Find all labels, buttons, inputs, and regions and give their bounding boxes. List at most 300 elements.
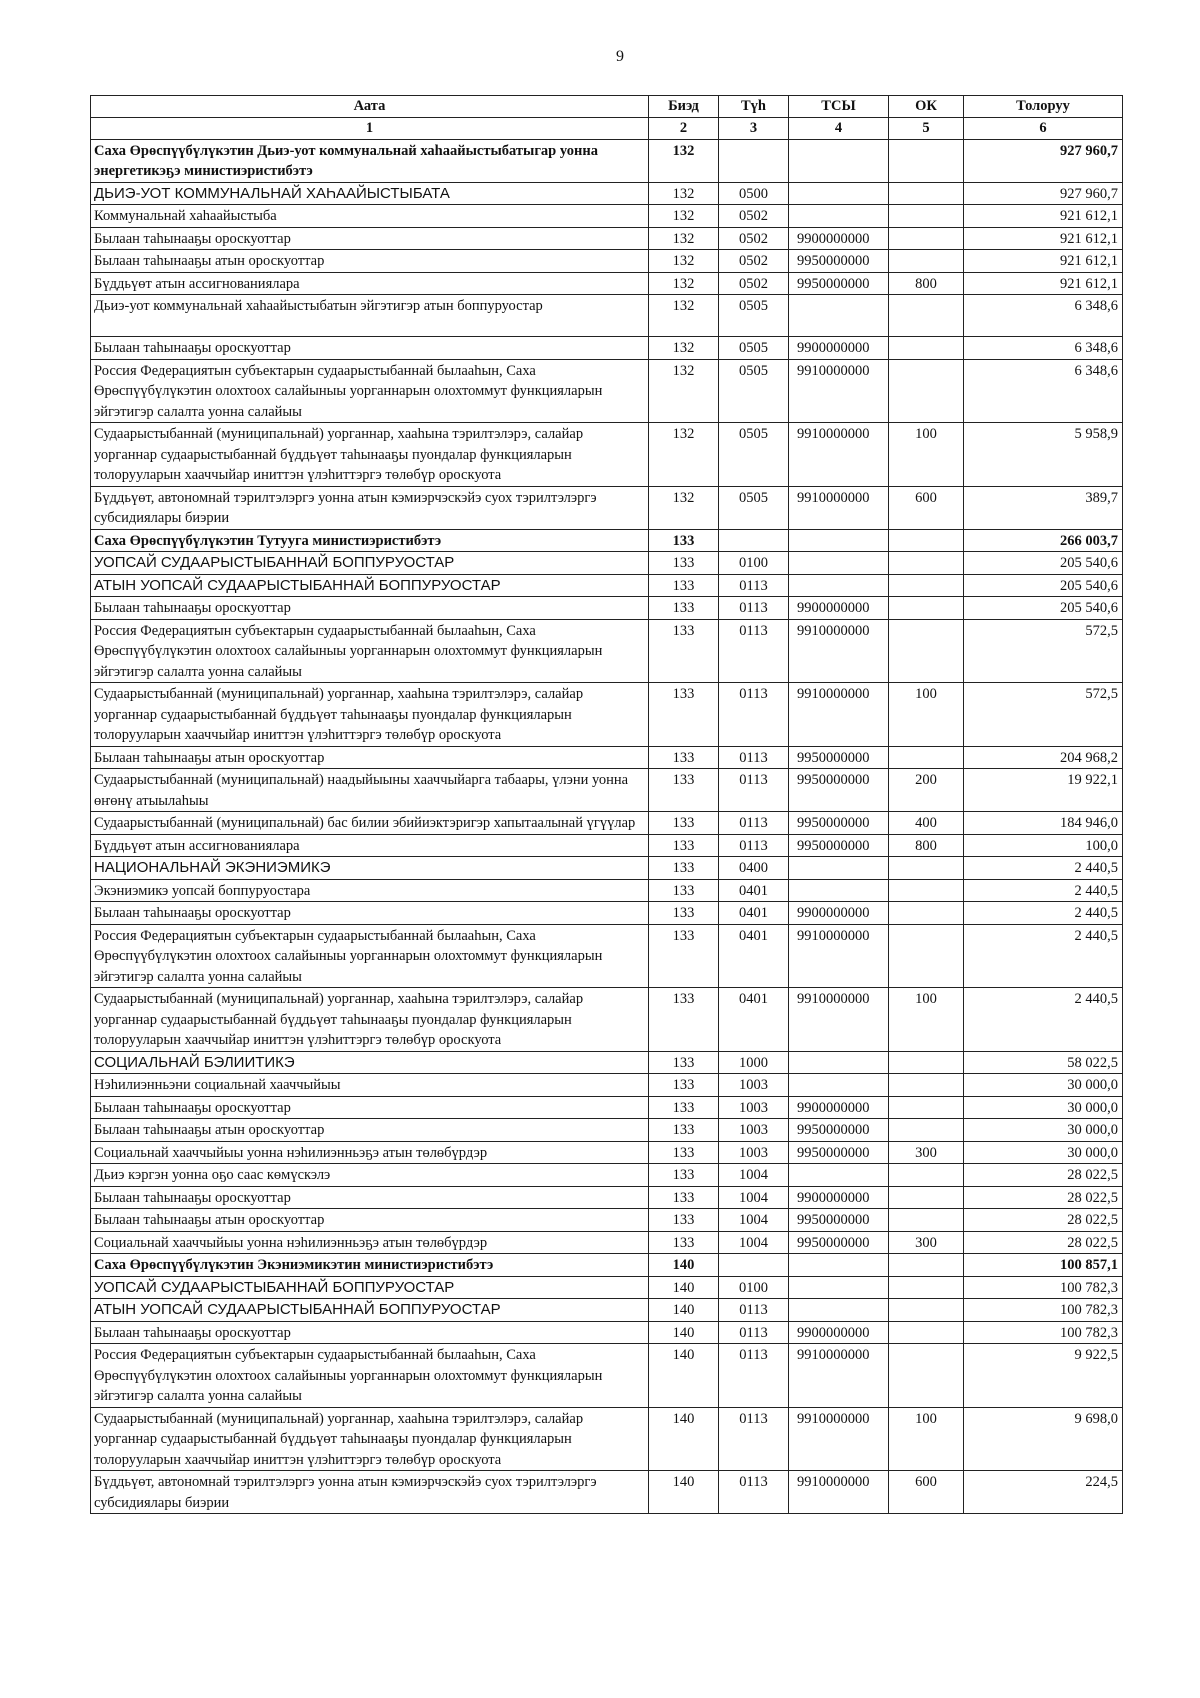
row-expense-type-cell [889, 1119, 964, 1142]
row-budget-cell: 140 [649, 1276, 719, 1299]
row-amount-cell: 2 440,5 [964, 924, 1123, 988]
row-budget-cell: 132 [649, 227, 719, 250]
row-name-cell: СОЦИАЛЬНАЙ БЭЛИИТИКЭ [91, 1051, 649, 1074]
row-budget-cell: 133 [649, 683, 719, 747]
table-row [91, 227, 1123, 250]
row-budget-cell: 132 [649, 423, 719, 487]
row-section-cell: 0113 [719, 746, 789, 769]
row-section-cell: 0113 [719, 812, 789, 835]
row-section-cell: 1003 [719, 1096, 789, 1119]
row-expense-type-cell [889, 597, 964, 620]
row-name-cell: Судаарыстыбаннай (муниципальнай) уорганнар, хааhына тэрилтэлэрэ, салайар уорганнар судаарыстыбаннай бүддьүөт таhынааҕы пуондалар функцияларын толорууларын хааччыйар иниттэн үлэhиттэргэ төлөбүр ороскуота [91, 988, 649, 1052]
row-budget-cell: 140 [649, 1471, 719, 1514]
row-target-article-cell: 9910000000 [789, 1407, 889, 1471]
row-budget-cell: 133 [649, 1231, 719, 1254]
table-row [91, 250, 1123, 273]
row-target-article-cell: 9900000000 [789, 597, 889, 620]
row-name-cell: Судаарыстыбаннай (муниципальнай) бас билии эбийиэктэригэр хапытаалынай үгүүлар [91, 812, 649, 835]
row-expense-type-cell [889, 574, 964, 597]
row-target-article-cell [789, 139, 889, 182]
row-section-cell: 0502 [719, 227, 789, 250]
row-expense-type-cell: 400 [889, 812, 964, 835]
row-target-article-cell: 9950000000 [789, 1141, 889, 1164]
row-name-cell: Былаан таhынааҕы ороскуоттар [91, 1096, 649, 1119]
row-amount-cell: 9 698,0 [964, 1407, 1123, 1471]
row-amount-cell: 5 958,9 [964, 423, 1123, 487]
row-amount-cell: 6 348,6 [964, 295, 1123, 337]
row-name-cell: Былаан таhынааҕы ороскуоттар [91, 1186, 649, 1209]
table-row [91, 1407, 1123, 1471]
row-section-cell: 0113 [719, 769, 789, 812]
table-row [91, 182, 1123, 205]
row-amount-cell: 927 960,7 [964, 139, 1123, 182]
table-row [91, 1186, 1123, 1209]
row-name-cell: Нэhилиэнньэни социальнай хааччыйыы [91, 1074, 649, 1097]
row-budget-cell: 132 [649, 272, 719, 295]
row-expense-type-cell [889, 1276, 964, 1299]
row-target-article-cell [789, 295, 889, 337]
row-expense-type-cell [889, 1074, 964, 1097]
row-amount-cell: 100 857,1 [964, 1254, 1123, 1277]
row-name-cell: Бүддьүөт, автономнай тэрилтэлэргэ уонна атын кэмиэрчэскэйэ суох тэрилтэлэргэ субсидиялары биэрии [91, 1471, 649, 1514]
table-row [91, 359, 1123, 423]
header-row [91, 96, 1123, 118]
row-name-cell: Социальнай хааччыйыы уонна нэhилиэнньэҕэ атын төлөбүрдэр [91, 1141, 649, 1164]
row-name-cell: Судаарыстыбаннай (муниципальнай) наадыйыыны хааччыйарга табаары, үлэни уонна өҥөнү атыылаhыы [91, 769, 649, 812]
row-expense-type-cell [889, 227, 964, 250]
table-row [91, 552, 1123, 575]
row-expense-type-cell [889, 746, 964, 769]
row-amount-cell: 19 922,1 [964, 769, 1123, 812]
row-budget-cell: 132 [649, 205, 719, 228]
row-amount-cell: 205 540,6 [964, 597, 1123, 620]
row-target-article-cell [789, 574, 889, 597]
row-name-cell: Бүддьүөт, автономнай тэрилтэлэргэ уонна атын кэмиэрчэскэйэ суох тэрилтэлэргэ субсидиялары биэрии [91, 486, 649, 529]
table-body [91, 139, 1123, 1514]
header-name: Аата [91, 96, 649, 118]
column-number: 5 [889, 118, 964, 140]
row-target-article-cell: 9910000000 [789, 683, 889, 747]
row-section-cell: 1003 [719, 1141, 789, 1164]
row-name-cell: Коммунальнай хаhаайыстыба [91, 205, 649, 228]
table-row [91, 1164, 1123, 1187]
row-name-cell: Россия Федерациятын субъектарын судаарыстыбаннай былааhын, Саха Өрөспүүбүлүкэтин олохтоох салайыныы уорганнарын олохтоммут функцияларын эйгэтигэр салалта уонна салайыы [91, 359, 649, 423]
row-name-cell: Дьиэ-уот коммунальнай хаhаайыстыбатын эйгэтигэр атын боппуруостар [91, 295, 649, 337]
row-name-cell: Социальнай хааччыйыы уонна нэhилиэнньэҕэ атын төлөбүрдэр [91, 1231, 649, 1254]
row-target-article-cell: 9910000000 [789, 924, 889, 988]
row-budget-cell: 133 [649, 1119, 719, 1142]
row-section-cell: 0113 [719, 834, 789, 857]
row-section-cell: 0113 [719, 574, 789, 597]
row-expense-type-cell [889, 619, 964, 683]
row-section-cell: 0100 [719, 1276, 789, 1299]
row-section-cell: 0113 [719, 1321, 789, 1344]
row-budget-cell: 133 [649, 619, 719, 683]
row-expense-type-cell [889, 1051, 964, 1074]
row-target-article-cell: 9900000000 [789, 1321, 889, 1344]
row-target-article-cell: 9900000000 [789, 227, 889, 250]
row-budget-cell: 133 [649, 988, 719, 1052]
row-budget-cell: 133 [649, 1209, 719, 1232]
row-section-cell: 0113 [719, 619, 789, 683]
row-expense-type-cell [889, 337, 964, 360]
row-target-article-cell: 9910000000 [789, 619, 889, 683]
table-row [91, 988, 1123, 1052]
row-budget-cell: 132 [649, 337, 719, 360]
row-target-article-cell: 9950000000 [789, 834, 889, 857]
row-name-cell: Былаан таhынааҕы ороскуоттар [91, 902, 649, 925]
row-target-article-cell: 9910000000 [789, 423, 889, 487]
row-budget-cell: 133 [649, 529, 719, 552]
row-budget-cell: 133 [649, 552, 719, 575]
row-amount-cell: 921 612,1 [964, 205, 1123, 228]
row-budget-cell: 133 [649, 597, 719, 620]
row-expense-type-cell [889, 139, 964, 182]
row-budget-cell: 133 [649, 1051, 719, 1074]
row-name-cell: УОПСАЙ СУДААРЫСТЫБАННАЙ БОППУРУОСТАР [91, 552, 649, 575]
page-number: 9 [616, 48, 624, 65]
row-section-cell: 0113 [719, 1471, 789, 1514]
row-budget-cell: 132 [649, 295, 719, 337]
table-row [91, 205, 1123, 228]
row-expense-type-cell: 100 [889, 988, 964, 1052]
table-row [91, 769, 1123, 812]
row-amount-cell: 9 922,5 [964, 1344, 1123, 1408]
row-expense-type-cell [889, 205, 964, 228]
row-section-cell: 0113 [719, 683, 789, 747]
row-section-cell: 1004 [719, 1231, 789, 1254]
row-target-article-cell: 9950000000 [789, 250, 889, 273]
row-name-cell: Былаан таhынааҕы атын ороскуоттар [91, 1209, 649, 1232]
row-amount-cell: 184 946,0 [964, 812, 1123, 835]
table-row [91, 879, 1123, 902]
row-section-cell: 0502 [719, 205, 789, 228]
row-target-article-cell [789, 879, 889, 902]
row-expense-type-cell [889, 250, 964, 273]
row-amount-cell: 6 348,6 [964, 359, 1123, 423]
table-row [91, 924, 1123, 988]
row-target-article-cell: 9950000000 [789, 1119, 889, 1142]
row-target-article-cell [789, 1164, 889, 1187]
budget-table [90, 95, 1123, 1514]
row-expense-type-cell: 100 [889, 423, 964, 487]
row-expense-type-cell [889, 1209, 964, 1232]
row-target-article-cell: 9910000000 [789, 359, 889, 423]
row-expense-type-cell [889, 295, 964, 337]
row-section-cell: 0505 [719, 486, 789, 529]
row-name-cell: Былаан таhынааҕы атын ороскуоттар [91, 746, 649, 769]
row-target-article-cell: 9950000000 [789, 1231, 889, 1254]
header-section: Түh [719, 96, 789, 118]
row-budget-cell: 133 [649, 1186, 719, 1209]
row-section-cell: 0400 [719, 857, 789, 880]
row-amount-cell: 100 782,3 [964, 1276, 1123, 1299]
row-expense-type-cell: 300 [889, 1231, 964, 1254]
row-name-cell: Судаарыстыбаннай (муниципальнай) уорганнар, хааhына тэрилтэлэрэ, салайар уорганнар судаарыстыбаннай бүддьүөт таhынааҕы пуондалар функцияларын толорууларын хааччыйар иниттэн үлэhиттэргэ төлөбүр ороскуота [91, 1407, 649, 1471]
row-target-article-cell [789, 1074, 889, 1097]
table-row [91, 295, 1123, 337]
table-row [91, 272, 1123, 295]
row-amount-cell: 204 968,2 [964, 746, 1123, 769]
row-amount-cell: 927 960,7 [964, 182, 1123, 205]
row-section-cell [719, 1254, 789, 1277]
row-name-cell: Россия Федерациятын субъектарын судаарыстыбаннай былааhын, Саха Өрөспүүбүлүкэтин олохтоох салайыныы уорганнарын олохтоммут функцияларын эйгэтигэр салалта уонна салайыы [91, 619, 649, 683]
row-target-article-cell [789, 1299, 889, 1322]
row-name-cell: Былаан таhынааҕы ороскуоттар [91, 337, 649, 360]
row-target-article-cell [789, 552, 889, 575]
table-row [91, 529, 1123, 552]
row-budget-cell: 133 [649, 902, 719, 925]
row-section-cell: 0505 [719, 423, 789, 487]
row-expense-type-cell: 600 [889, 1471, 964, 1514]
table-row [91, 683, 1123, 747]
table-row [91, 1119, 1123, 1142]
row-expense-type-cell: 800 [889, 272, 964, 295]
table-row [91, 746, 1123, 769]
row-section-cell: 0113 [719, 1344, 789, 1408]
row-amount-cell: 58 022,5 [964, 1051, 1123, 1074]
row-budget-cell: 133 [649, 746, 719, 769]
row-name-cell: Былаан таhынааҕы ороскуоттар [91, 597, 649, 620]
row-budget-cell: 133 [649, 879, 719, 902]
row-name-cell: Былаан таhынааҕы атын ороскуоттар [91, 1119, 649, 1142]
row-target-article-cell: 9900000000 [789, 902, 889, 925]
column-number-row [91, 118, 1123, 140]
table-row [91, 1051, 1123, 1074]
row-section-cell [719, 529, 789, 552]
header-expense-type: ОК [889, 96, 964, 118]
row-expense-type-cell: 800 [889, 834, 964, 857]
table-row [91, 1209, 1123, 1232]
row-name-cell: ДЬИЭ-УОТ КОММУНАЛЬНАЙ ХАҺААЙЫСТЫБАТА [91, 182, 649, 205]
table-row [91, 423, 1123, 487]
row-target-article-cell [789, 205, 889, 228]
table-row [91, 1231, 1123, 1254]
row-name-cell: АТЫН УОПСАЙ СУДААРЫСТЫБАННАЙ БОППУРУОСТАР [91, 1299, 649, 1322]
header-budget: Биэд [649, 96, 719, 118]
row-budget-cell: 140 [649, 1407, 719, 1471]
row-section-cell: 0113 [719, 1299, 789, 1322]
row-target-article-cell: 9950000000 [789, 272, 889, 295]
row-amount-cell: 921 612,1 [964, 250, 1123, 273]
row-amount-cell: 224,5 [964, 1471, 1123, 1514]
row-budget-cell: 133 [649, 574, 719, 597]
row-budget-cell: 132 [649, 486, 719, 529]
table-row [91, 139, 1123, 182]
table-row [91, 619, 1123, 683]
table-row [91, 857, 1123, 880]
row-expense-type-cell: 100 [889, 683, 964, 747]
row-amount-cell: 100 782,3 [964, 1321, 1123, 1344]
row-budget-cell: 133 [649, 1096, 719, 1119]
row-amount-cell: 30 000,0 [964, 1119, 1123, 1142]
row-amount-cell: 389,7 [964, 486, 1123, 529]
row-section-cell: 0113 [719, 597, 789, 620]
row-amount-cell: 572,5 [964, 683, 1123, 747]
row-expense-type-cell [889, 1254, 964, 1277]
table-row [91, 902, 1123, 925]
row-section-cell: 0500 [719, 182, 789, 205]
row-target-article-cell [789, 1276, 889, 1299]
row-target-article-cell: 9950000000 [789, 1209, 889, 1232]
row-name-cell: Россия Федерациятын субъектарын судаарыстыбаннай былааhын, Саха Өрөспүүбүлүкэтин олохтоох салайыныы уорганнарын олохтоммут функцияларын эйгэтигэр салалта уонна салайыы [91, 1344, 649, 1408]
table-row [91, 1074, 1123, 1097]
row-budget-cell: 140 [649, 1321, 719, 1344]
row-expense-type-cell [889, 857, 964, 880]
row-name-cell: Дьиэ кэргэн уонна оҕо саас көмүскэлэ [91, 1164, 649, 1187]
row-section-cell: 0505 [719, 359, 789, 423]
row-budget-cell: 140 [649, 1254, 719, 1277]
table-row [91, 1471, 1123, 1514]
row-section-cell: 1000 [719, 1051, 789, 1074]
row-amount-cell: 2 440,5 [964, 902, 1123, 925]
row-budget-cell: 140 [649, 1299, 719, 1322]
table-row [91, 1299, 1123, 1322]
row-budget-cell: 133 [649, 924, 719, 988]
row-name-cell: Судаарыстыбаннай (муниципальнай) уорганнар, хааhына тэрилтэлэрэ, салайар уорганнар судаарыстыбаннай бүддьүөт таhынааҕы пуондалар функцияларын толорууларын хааччыйар иниттэн үлэhиттэргэ төлөбүр ороскуота [91, 423, 649, 487]
row-target-article-cell: 9910000000 [789, 486, 889, 529]
row-name-cell: НАЦИОНАЛЬНАЙ ЭКЭНИЭМИКЭ [91, 857, 649, 880]
row-target-article-cell [789, 1254, 889, 1277]
table-row [91, 337, 1123, 360]
row-amount-cell: 921 612,1 [964, 272, 1123, 295]
row-section-cell: 0401 [719, 988, 789, 1052]
row-budget-cell: 132 [649, 182, 719, 205]
row-name-cell: УОПСАЙ СУДААРЫСТЫБАННАЙ БОППУРУОСТАР [91, 1276, 649, 1299]
row-section-cell: 1004 [719, 1186, 789, 1209]
table-row [91, 1096, 1123, 1119]
table-row [91, 1344, 1123, 1408]
header-amount: Толоруу [964, 96, 1123, 118]
table-row [91, 597, 1123, 620]
row-amount-cell: 100,0 [964, 834, 1123, 857]
row-budget-cell: 133 [649, 1074, 719, 1097]
row-amount-cell: 205 540,6 [964, 574, 1123, 597]
row-budget-cell: 133 [649, 834, 719, 857]
row-amount-cell: 28 022,5 [964, 1186, 1123, 1209]
row-name-cell: Экэниэмикэ уопсай боппуруостара [91, 879, 649, 902]
row-section-cell: 0505 [719, 295, 789, 337]
row-amount-cell: 2 440,5 [964, 879, 1123, 902]
row-expense-type-cell [889, 529, 964, 552]
column-number: 2 [649, 118, 719, 140]
row-budget-cell: 140 [649, 1344, 719, 1408]
column-number: 1 [91, 118, 649, 140]
row-amount-cell: 30 000,0 [964, 1141, 1123, 1164]
row-expense-type-cell [889, 924, 964, 988]
column-number: 6 [964, 118, 1123, 140]
row-expense-type-cell [889, 1096, 964, 1119]
row-section-cell: 0502 [719, 272, 789, 295]
row-target-article-cell: 9950000000 [789, 746, 889, 769]
row-name-cell: Саха Өрөспүүбүлүкэтин Экэниэмикэтин министиэристибэтэ [91, 1254, 649, 1277]
row-target-article-cell: 9900000000 [789, 1096, 889, 1119]
row-target-article-cell [789, 182, 889, 205]
row-name-cell: Былаан таhынааҕы атын ороскуоттар [91, 250, 649, 273]
row-section-cell: 1004 [719, 1164, 789, 1187]
row-amount-cell: 30 000,0 [964, 1074, 1123, 1097]
row-section-cell: 0505 [719, 337, 789, 360]
row-expense-type-cell: 300 [889, 1141, 964, 1164]
row-name-cell: Россия Федерациятын субъектарын судаарыстыбаннай былааhын, Саха Өрөспүүбүлүкэтин олохтоох салайыныы уорганнарын олохтоммут функцияларын эйгэтигэр салалта уонна салайыы [91, 924, 649, 988]
row-expense-type-cell [889, 1321, 964, 1344]
table-row [91, 1254, 1123, 1277]
table-row [91, 1321, 1123, 1344]
row-expense-type-cell: 200 [889, 769, 964, 812]
row-expense-type-cell [889, 902, 964, 925]
row-name-cell: Бүддьүөт атын ассигнованиялара [91, 272, 649, 295]
row-section-cell: 1003 [719, 1119, 789, 1142]
table-row [91, 574, 1123, 597]
row-expense-type-cell [889, 1299, 964, 1322]
row-target-article-cell: 9900000000 [789, 1186, 889, 1209]
row-amount-cell: 28 022,5 [964, 1209, 1123, 1232]
row-amount-cell: 572,5 [964, 619, 1123, 683]
row-section-cell: 0401 [719, 924, 789, 988]
table-row [91, 812, 1123, 835]
row-target-article-cell [789, 529, 889, 552]
row-budget-cell: 133 [649, 1164, 719, 1187]
row-section-cell: 1003 [719, 1074, 789, 1097]
row-budget-cell: 133 [649, 857, 719, 880]
row-amount-cell: 6 348,6 [964, 337, 1123, 360]
row-target-article-cell: 9910000000 [789, 988, 889, 1052]
row-section-cell: 0401 [719, 879, 789, 902]
table-row [91, 1141, 1123, 1164]
header-target-article: ТСЫ [789, 96, 889, 118]
row-budget-cell: 133 [649, 812, 719, 835]
row-budget-cell: 132 [649, 359, 719, 423]
row-expense-type-cell [889, 182, 964, 205]
row-target-article-cell: 9950000000 [789, 812, 889, 835]
row-amount-cell: 100 782,3 [964, 1299, 1123, 1322]
row-budget-cell: 132 [649, 139, 719, 182]
row-amount-cell: 2 440,5 [964, 988, 1123, 1052]
table-row [91, 834, 1123, 857]
row-name-cell: Саха Өрөспүүбүлүкэтин Тутууга министиэристибэтэ [91, 529, 649, 552]
row-name-cell: Судаарыстыбаннай (муниципальнай) уорганнар, хааhына тэрилтэлэрэ, салайар уорганнар судаарыстыбаннай бүддьүөт таhынааҕы пуондалар функцияларын толорууларын хааччыйар иниттэн үлэhиттэргэ төлөбүр ороскуота [91, 683, 649, 747]
row-amount-cell: 28 022,5 [964, 1231, 1123, 1254]
row-target-article-cell: 9910000000 [789, 1344, 889, 1408]
row-name-cell: Бүддьүөт атын ассигнованиялара [91, 834, 649, 857]
row-target-article-cell: 9900000000 [789, 337, 889, 360]
row-target-article-cell [789, 1051, 889, 1074]
row-name-cell: Саха Өрөспүүбүлүкэтин Дьиэ-уот коммунальнай хаhаайыстыбатыгар уонна энергетикэҕэ министиэристибэтэ [91, 139, 649, 182]
row-section-cell: 0401 [719, 902, 789, 925]
table-row [91, 1276, 1123, 1299]
row-target-article-cell: 9950000000 [789, 769, 889, 812]
row-expense-type-cell [889, 1186, 964, 1209]
row-expense-type-cell [889, 1344, 964, 1408]
row-section-cell [719, 139, 789, 182]
row-section-cell: 0502 [719, 250, 789, 273]
column-number: 4 [789, 118, 889, 140]
row-expense-type-cell [889, 552, 964, 575]
row-amount-cell: 2 440,5 [964, 857, 1123, 880]
row-amount-cell: 266 003,7 [964, 529, 1123, 552]
row-target-article-cell [789, 857, 889, 880]
row-name-cell: Былаан таhынааҕы ороскуоттар [91, 1321, 649, 1344]
row-budget-cell: 132 [649, 250, 719, 273]
row-amount-cell: 30 000,0 [964, 1096, 1123, 1119]
row-name-cell: Былаан таhынааҕы ороскуоттар [91, 227, 649, 250]
row-section-cell: 1004 [719, 1209, 789, 1232]
row-section-cell: 0100 [719, 552, 789, 575]
row-amount-cell: 205 540,6 [964, 552, 1123, 575]
row-name-cell: АТЫН УОПСАЙ СУДААРЫСТЫБАННАЙ БОППУРУОСТАР [91, 574, 649, 597]
row-expense-type-cell [889, 879, 964, 902]
row-expense-type-cell: 100 [889, 1407, 964, 1471]
